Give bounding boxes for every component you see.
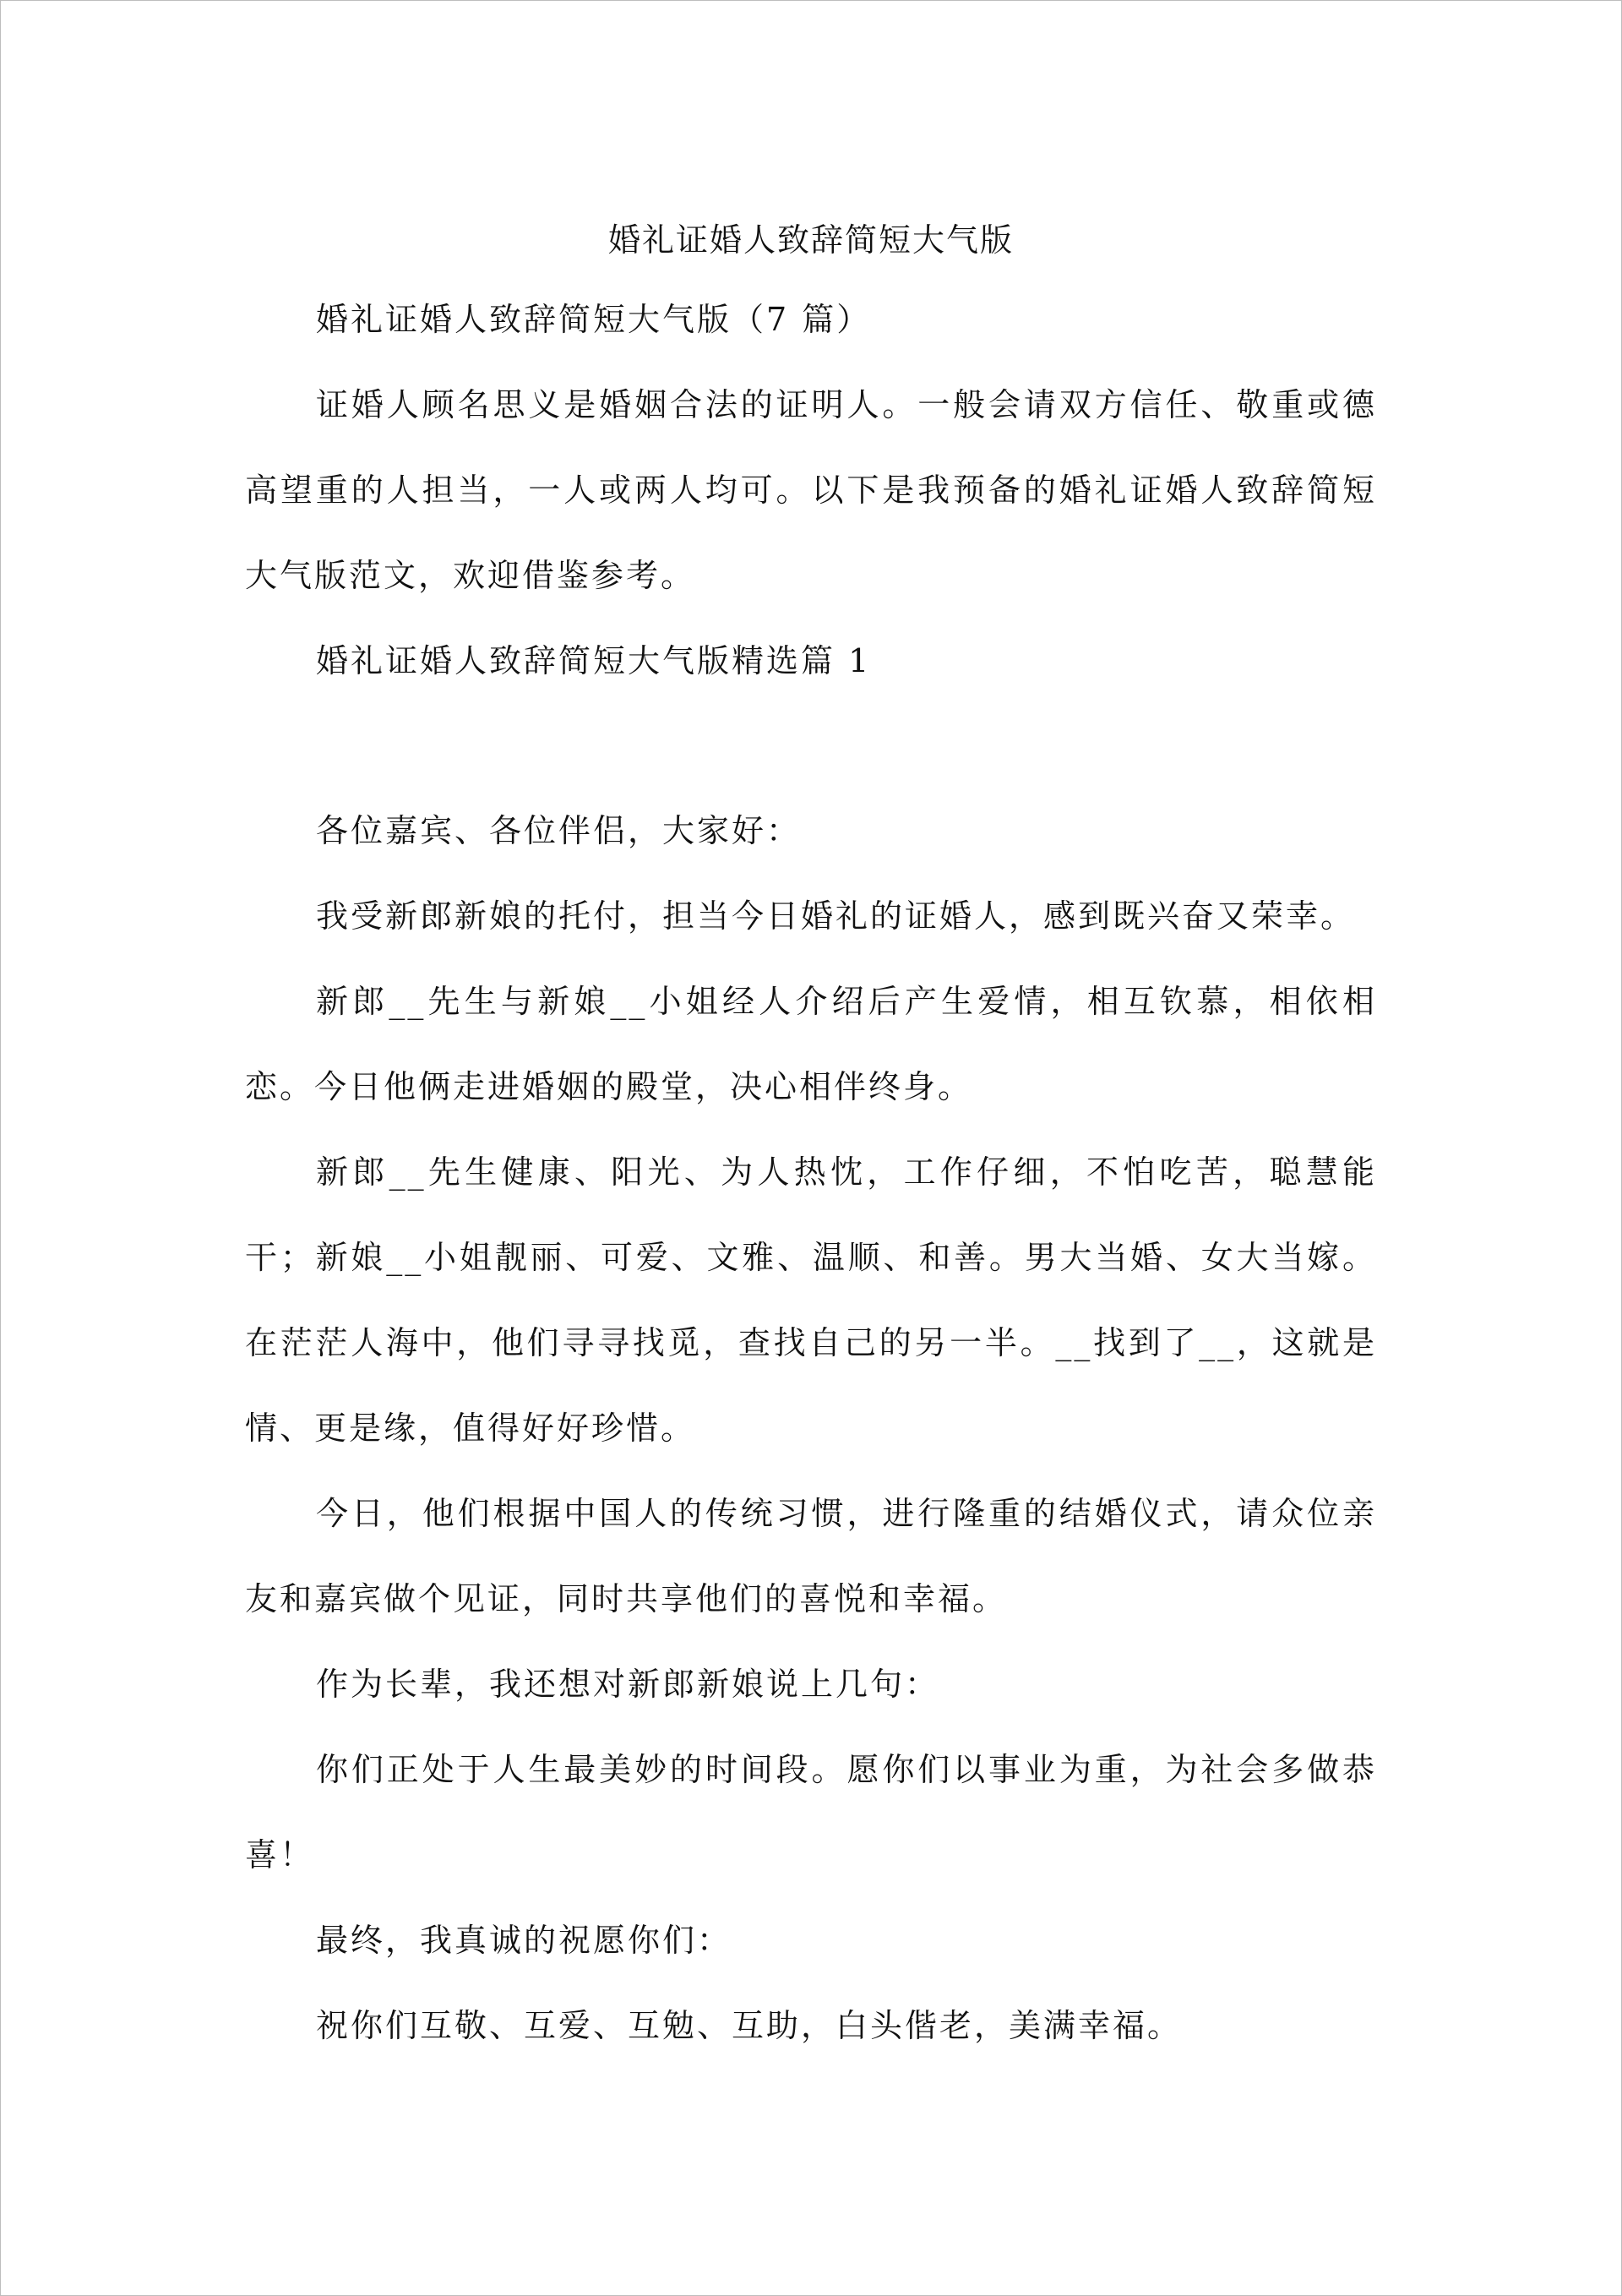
body-paragraph-4: 今日，他们根据中国人的传统习惯，进行隆重的结婚仪式，请众位亲友和嘉宾做个见证，同时共享他们的喜悦和幸福。 bbox=[245, 1495, 1377, 1617]
body-paragraph-1: 我受新郎新娘的托付，担当今日婚礼的证婚人，感到既兴奋又荣幸。 bbox=[316, 897, 1356, 935]
body-paragraph-7: 最终，我真诚的祝愿你们： bbox=[316, 1922, 732, 1959]
section-spacer bbox=[245, 704, 1377, 788]
closing-paragraph: 祝你们互敬、互爱、互勉、互助，白头偕老，美满幸福。 bbox=[316, 2007, 1183, 2044]
body-paragraph-5: 作为长辈，我还想对新郎新娘说上几句： bbox=[316, 1666, 940, 1703]
body-paragraph-2: 新郎__先生与新娘__小姐经人介绍后产生爱情，相互钦慕，相依相恋。今日他俩走进婚姻的殿堂，决心相伴终身。 bbox=[245, 983, 1377, 1105]
greeting-paragraph: 各位嘉宾、各位伴侣，大家好： bbox=[316, 812, 802, 849]
intro-paragraph: 证婚人顾名思义是婚姻合法的证明人。一般会请双方信任、敬重或德高望重的人担当，一人或两人均可。以下是我预备的婚礼证婚人致辞简短大气版范文，欢迎借鉴参考。 bbox=[245, 386, 1377, 594]
body-paragraph-6: 你们正处于人生最美妙的时间段。愿你们以事业为重，为社会多做恭喜！ bbox=[245, 1751, 1377, 1873]
document-body bbox=[245, 203, 1377, 2069]
section-heading: 婚礼证婚人致辞简短大气版精选篇 1 bbox=[316, 642, 872, 679]
document-subtitle: 婚礼证婚人致辞简短大气版（7 篇） bbox=[316, 301, 872, 338]
document-title: 婚礼证婚人致辞简短大气版 bbox=[607, 221, 1014, 259]
body-paragraph-3: 新郎__先生健康、阳光、为人热忱，工作仔细，不怕吃苦，聪慧能干；新娘__小姐靓丽、可爱、文雅、温顺、和善。男大当婚、女大当嫁。在茫茫人海中，他们寻寻找觅，查找自己的另一半。__找到了__，这就是情、更是缘，值得好好珍惜。 bbox=[245, 1153, 1377, 1447]
